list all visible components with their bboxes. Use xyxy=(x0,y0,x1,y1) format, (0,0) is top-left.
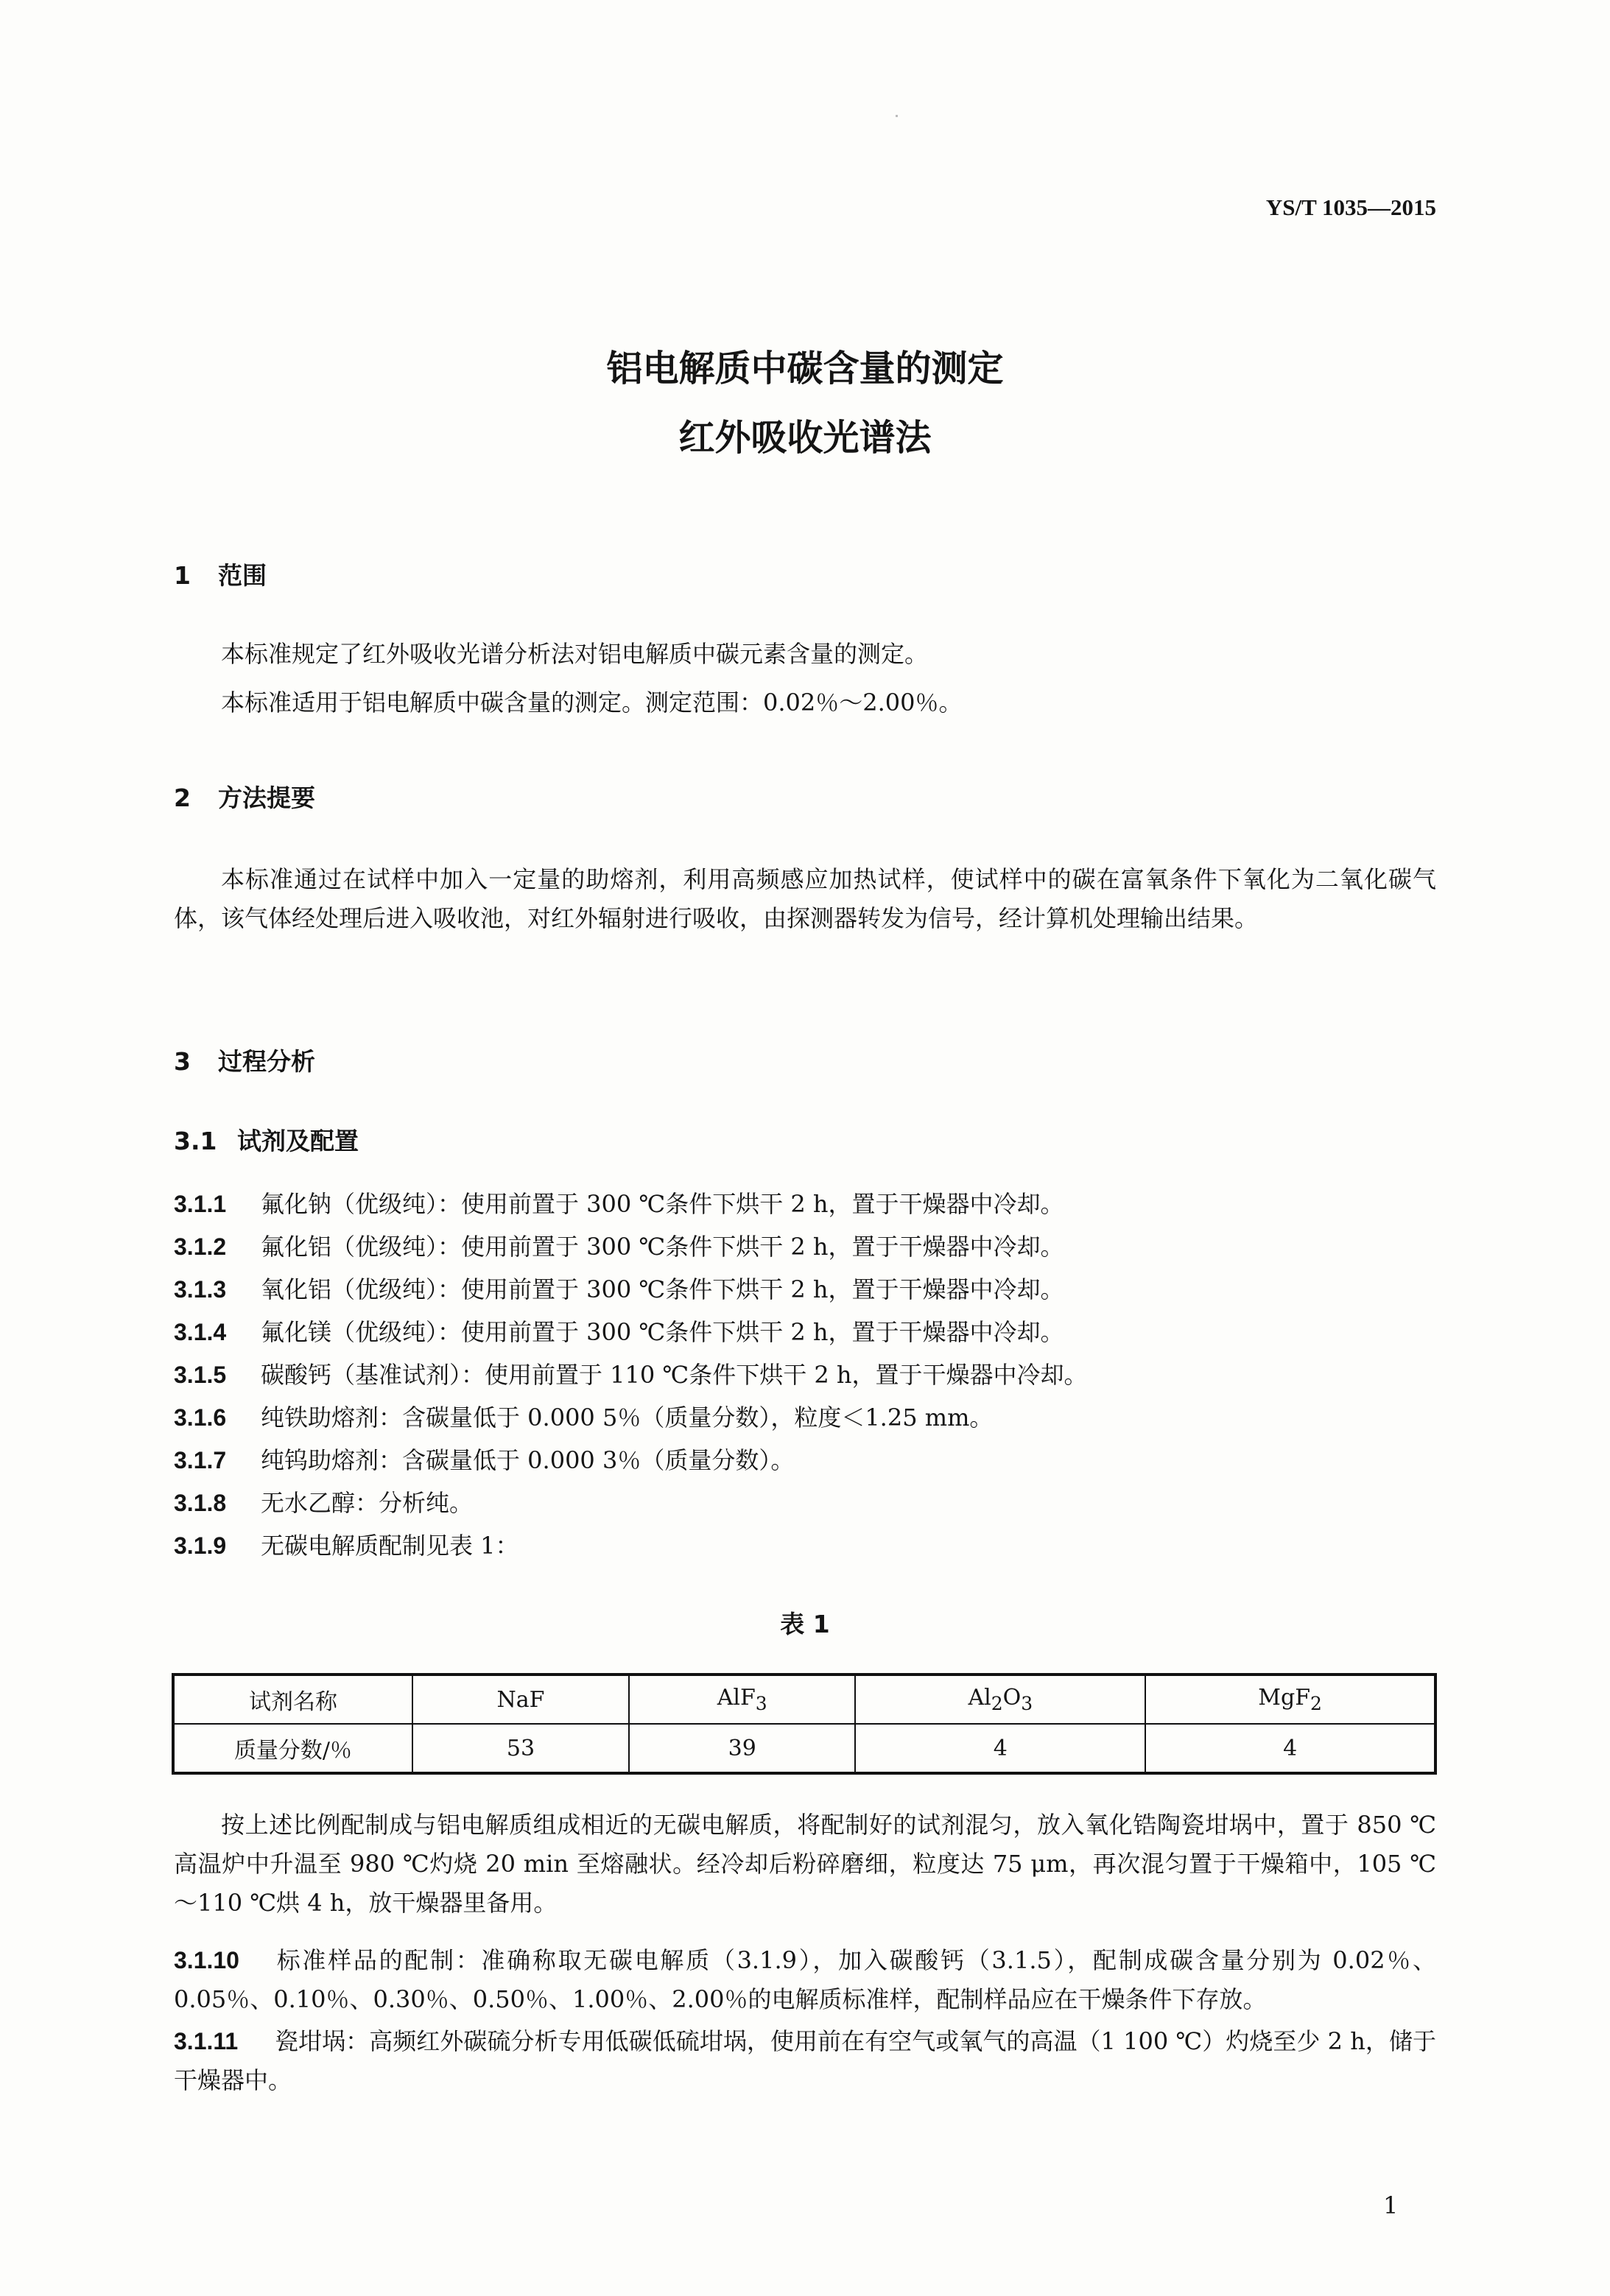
item-number: 3.1.1 xyxy=(174,1191,227,1217)
item-text: 瓷坩埚：高频红外碳硫分析专用低碳低硫坩埚，使用前在有空气或氧气的高温（1 100 ℃）灼烧至少 2 h，储于干燥器中。 xyxy=(174,2027,1436,2094)
item-text: 氟化镁（优级纯）：使用前置于 300 ℃条件下烘干 2 h，置于干燥器中冷却。 xyxy=(261,1318,1064,1346)
list-item xyxy=(174,1485,473,1518)
section-title: 方法提要 xyxy=(218,783,315,812)
document-subtitle: 红外吸收光谱法 xyxy=(678,417,932,459)
paragraph: 本标准规定了红外吸收光谱分析法对铝电解质中碳元素含量的测定。 xyxy=(221,640,929,668)
item-text: 氧化铝（优级纯）：使用前置于 300 ℃条件下烘干 2 h，置于干燥器中冷却。 xyxy=(261,1275,1064,1303)
standard-code: YS/T 1035—2015 xyxy=(1265,194,1436,220)
paragraph: 本标准通过在试样中加入一定量的助熔剂，利用高频感应加热试样，使试样中的碳在富氧条件下氧化为二氧化碳气体，该气体经处理后进入吸收池，对红外辐射进行吸收，由探测器转发为信号，经计算机处理输出结果。 xyxy=(174,865,1436,932)
item-number: 3.1.4 xyxy=(174,1319,227,1345)
header-cell-al2o3: $Al_2O_3$ xyxy=(855,1675,1145,1724)
item-text: 纯钨助熔剂：含碳量低于 0.000 3％（质量分数）。 xyxy=(261,1446,795,1474)
section-number: 3 xyxy=(174,1047,191,1076)
item-number: 3.1.8 xyxy=(174,1490,227,1516)
section-2-heading xyxy=(174,779,315,814)
item-text: 氟化铝（优级纯）：使用前置于 300 ℃条件下烘干 2 h，置于干燥器中冷却。 xyxy=(261,1233,1064,1261)
list-item xyxy=(174,1228,1064,1262)
item-number: 3.1.3 xyxy=(174,1276,227,1303)
section-3-heading xyxy=(174,1043,315,1077)
item-text: 标准样品的配制：准确称取无碳电解质（3.1.9），加入碳酸钙（3.1.5），配制成碳含量分别为 0.02％、0.05％、0.10％、0.30％、0.50％、1.00％、2.00％的电解质标准样，配制样品应在干燥条件下存放。 xyxy=(174,1946,1436,2013)
table-cell: 39 xyxy=(629,1724,855,1773)
table-caption: 表 1 xyxy=(780,1610,830,1638)
item-number: 3.1.10 xyxy=(174,1947,239,1973)
item-text: 碳酸钙（基准试剂）：使用前置于 110 ℃条件下烘干 2 h，置于干燥器中冷却。 xyxy=(261,1361,1088,1389)
table-cell: 4 xyxy=(1145,1724,1435,1773)
list-item xyxy=(174,1941,1436,2019)
reagent-table xyxy=(172,1673,1437,1775)
item-number: 3.1.11 xyxy=(174,2028,239,2054)
document-title: 铝电解质中碳含量的测定 xyxy=(606,348,1004,390)
item-text: 无水乙醇：分析纯。 xyxy=(261,1489,474,1517)
table-cell: 53 xyxy=(412,1724,629,1773)
row-header: 质量分数/％ xyxy=(173,1724,412,1773)
item-text: 纯铁助熔剂：含碳量低于 0.000 5％（质量分数），粒度＜1.25 mm。 xyxy=(261,1404,994,1432)
section-number: 1 xyxy=(174,561,191,590)
paragraph: 本标准适用于铝电解质中碳含量的测定。测定范围：0.02％～2.00％。 xyxy=(221,689,963,716)
section-title: 过程分析 xyxy=(218,1047,315,1076)
item-text: 氟化钠（优级纯）：使用前置于 300 ℃条件下烘干 2 h，置于干燥器中冷却。 xyxy=(261,1190,1064,1218)
row-header: 试剂名称 xyxy=(173,1675,412,1724)
list-item xyxy=(174,1186,1064,1219)
header-cell-mgf2: MgF$_2$ xyxy=(1145,1675,1435,1724)
header-cell-naf: NaF xyxy=(412,1675,629,1724)
list-item xyxy=(174,2022,1436,2100)
list-item xyxy=(174,1314,1064,1348)
list-item xyxy=(174,1356,1088,1390)
subsection-number: 3.1 xyxy=(174,1127,217,1155)
table-row xyxy=(173,1724,1435,1773)
item-number: 3.1.7 xyxy=(174,1447,227,1473)
list-item xyxy=(174,1399,993,1433)
scan-mark xyxy=(896,115,898,117)
item-number: 3.1.6 xyxy=(174,1404,227,1431)
page-number: 1 xyxy=(1383,2191,1399,2219)
section-number: 2 xyxy=(174,783,191,812)
item-number: 3.1.5 xyxy=(174,1362,227,1388)
subsection-title: 试剂及配置 xyxy=(237,1127,359,1155)
item-number: 3.1.9 xyxy=(174,1532,227,1559)
item-text: 无碳电解质配制见表 1： xyxy=(261,1532,519,1560)
list-item xyxy=(174,1527,519,1561)
list-item xyxy=(174,1442,794,1476)
list-item xyxy=(174,1271,1064,1305)
subsection-3-1-heading xyxy=(174,1122,359,1157)
table-row xyxy=(173,1675,1435,1724)
table-cell: 4 xyxy=(855,1724,1145,1773)
paragraph: 按上述比例配制成与铝电解质组成相近的无碳电解质，将配制好的试剂混匀，放入氧化锆陶瓷坩埚中，置于 850 ℃高温炉中升温至 980 ℃灼烧 20 min 至熔融状。经冷却后粉碎磨细，粒度达 75 μm，再次混匀置于干燥箱中，105 ℃～110 ℃烘 4 h，放干燥器里备用。 xyxy=(174,1811,1436,1917)
item-number: 3.1.2 xyxy=(174,1233,227,1260)
section-title: 范围 xyxy=(218,561,267,590)
section-1-heading xyxy=(174,557,267,591)
header-cell-alf3: AlF$_3$ xyxy=(629,1675,855,1724)
